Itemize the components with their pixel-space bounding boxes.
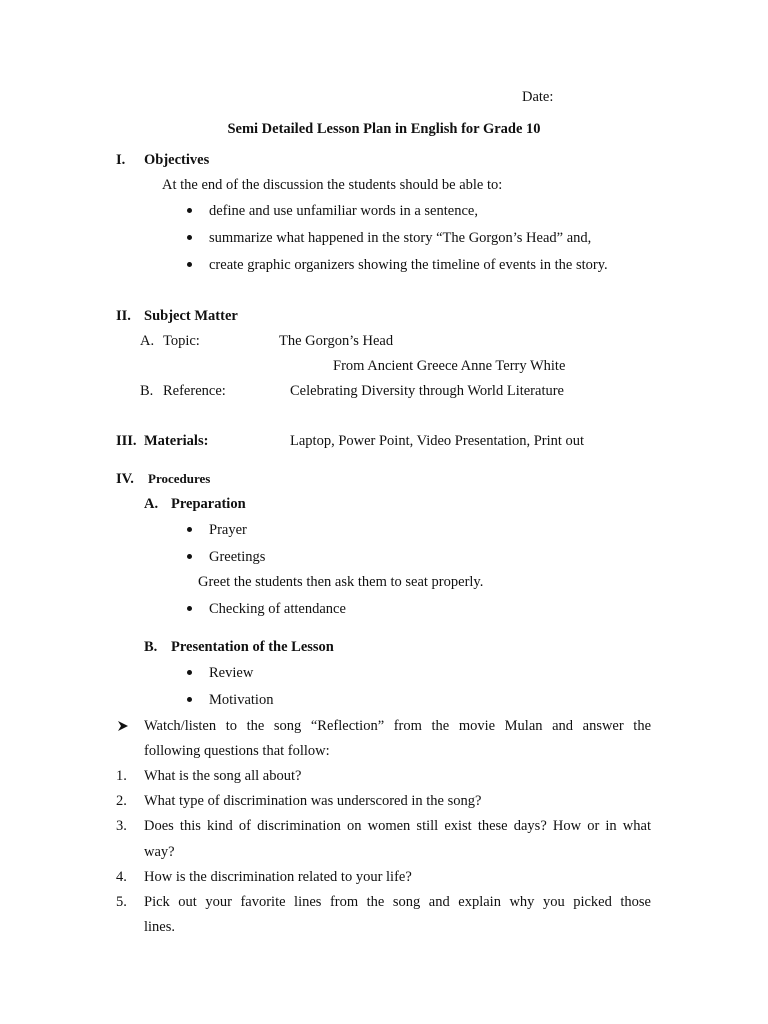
bullet-icon <box>187 527 192 532</box>
bullet-icon <box>187 554 192 559</box>
bullet-icon <box>187 262 192 267</box>
arrow-bullet-icon <box>117 720 129 732</box>
task-line-2: following questions that follow: <box>144 743 330 759</box>
bullet-icon <box>187 606 192 611</box>
presentation-heading: Presentation of the Lesson <box>171 639 334 655</box>
materials-heading: Materials: <box>144 433 209 449</box>
bullet-icon <box>187 670 192 675</box>
question-text: What is the song all about? <box>144 768 302 784</box>
objectives-numeral: I. <box>116 152 126 168</box>
question-number: 5. <box>116 894 127 910</box>
preparation-note: Greet the students then ask them to seat properly. <box>198 574 484 590</box>
procedures-numeral: IV. <box>116 471 134 487</box>
question-text: Pick out your favorite lines from the song and explain why you picked those <box>144 894 651 910</box>
subject-matter-heading: Subject Matter <box>144 308 238 324</box>
preparation-item: Checking of attendance <box>209 601 346 617</box>
question-number: 2. <box>116 793 127 809</box>
topic-value: The Gorgon’s Head <box>279 333 394 349</box>
bullet-icon <box>187 235 192 240</box>
objective-item: define and use unfamiliar words in a sentence, <box>209 203 478 219</box>
bullet-icon <box>187 208 192 213</box>
bullet-icon <box>187 697 192 702</box>
preparation-item: Greetings <box>209 549 266 565</box>
objectives-heading: Objectives <box>144 152 210 168</box>
objectives-intro: At the end of the discussion the students should be able to: <box>162 177 503 193</box>
materials-numeral: III. <box>116 433 137 449</box>
question-number: 4. <box>116 869 127 885</box>
reference-value: Celebrating Diversity through World Literature <box>290 383 564 399</box>
presentation-item: Motivation <box>209 692 274 708</box>
question-number: 3. <box>116 818 127 834</box>
presentation-item: Review <box>209 665 254 681</box>
preparation-marker: A. <box>144 496 159 512</box>
topic-label: Topic: <box>163 333 200 349</box>
question-number: 1. <box>116 768 127 784</box>
materials-value: Laptop, Power Point, Video Presentation, Print out <box>290 433 585 449</box>
objective-item: create graphic organizers showing the timeline of events in the story. <box>209 257 608 273</box>
preparation-heading: Preparation <box>171 496 246 512</box>
question-text-continued: lines. <box>144 919 176 935</box>
subject-matter-numeral: II. <box>116 308 131 324</box>
reference-marker: B. <box>140 383 154 399</box>
presentation-marker: B. <box>144 639 158 655</box>
task-line-1: Watch/listen to the song “Reflection” from the movie Mulan and answer the <box>144 718 651 734</box>
question-text-continued: way? <box>144 844 175 860</box>
topic-source: From Ancient Greece Anne Terry White <box>333 358 566 374</box>
question-text: How is the discrimination related to your life? <box>144 869 412 885</box>
preparation-item: Prayer <box>209 522 247 538</box>
question-text: Does this kind of discrimination on women still exist these days? How or in what <box>144 818 651 834</box>
procedures-heading: Procedures <box>148 471 211 486</box>
question-text: What type of discrimination was underscored in the song? <box>144 793 482 809</box>
date-label: Date: <box>522 89 554 105</box>
document-title: Semi Detailed Lesson Plan in English for Grade 10 <box>227 121 541 137</box>
topic-marker: A. <box>140 333 155 349</box>
reference-label: Reference: <box>163 383 226 399</box>
objective-item: summarize what happened in the story “The Gorgon’s Head” and, <box>209 230 592 246</box>
